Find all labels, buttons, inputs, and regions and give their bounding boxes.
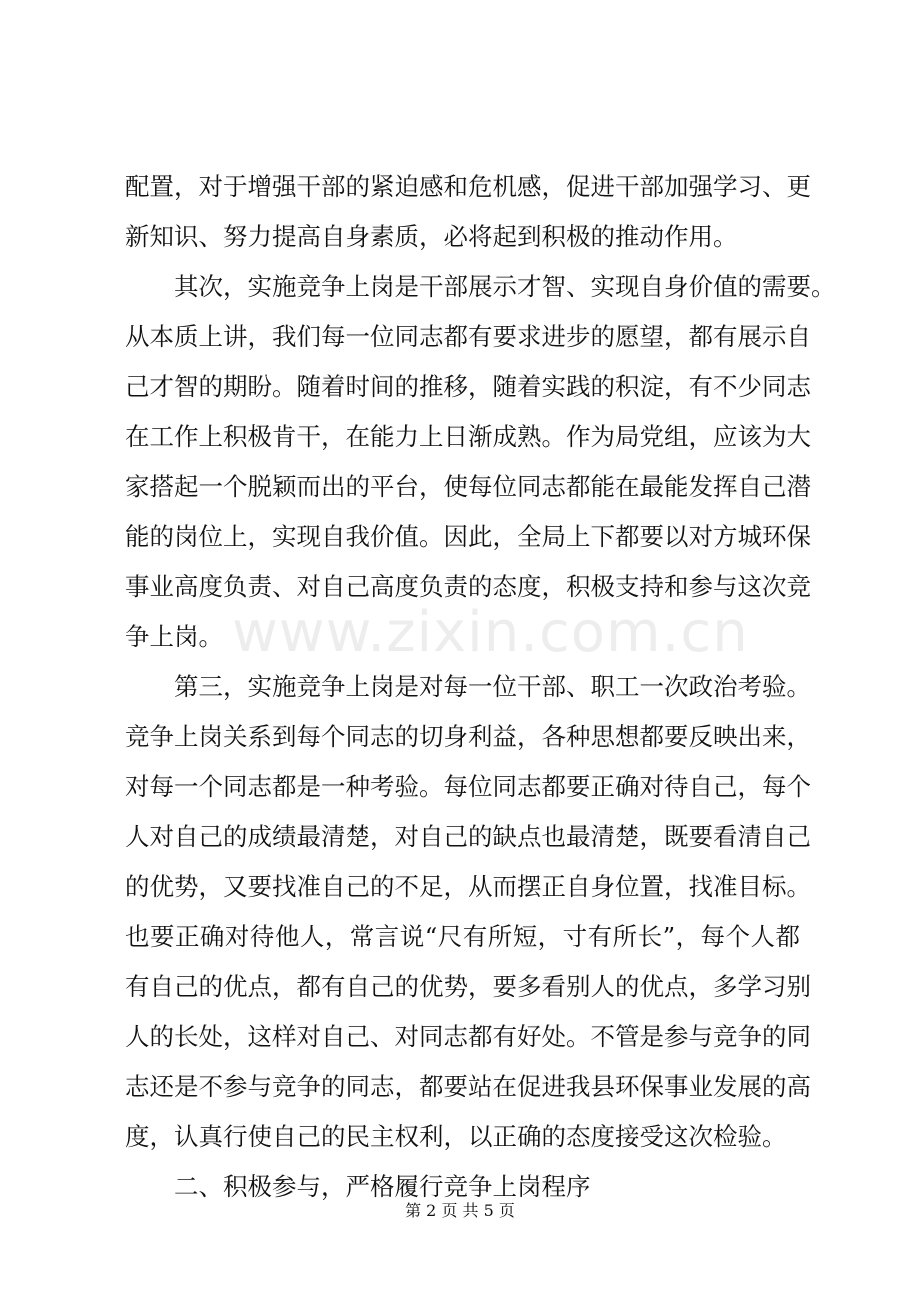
watermark: www.zixin.com.cn	[232, 600, 749, 665]
page-footer: 第 2 页 共 5 页	[405, 1201, 515, 1220]
text-line: 的优势，又要找准自己的不足，从而摆正自身位置，找准目标。	[125, 872, 811, 901]
text-line: 在工作上积极肯干，在能力上日渐成熟。作为局党组，应该为大	[125, 422, 811, 451]
text-line: 人的长处，这样对自己、对同志都有好处。不管是参与竞争的同	[125, 1022, 811, 1051]
text-line: 度，认真行使自己的民主权利，以正确的态度接受这次检验。	[125, 1122, 787, 1151]
text-line: 事业高度负责、对自己高度负责的态度，积极支持和参与这次竞	[125, 572, 811, 601]
text-line: 竞争上岗关系到每个同志的切身利益，各种思想都要反映出来，	[125, 722, 811, 751]
text-line: 家搭起一个脱颖而出的平台，使每位同志都能在最能发挥自己潜	[125, 472, 811, 501]
text-line: 对每一个同志都是一种考验。每位同志都要正确对待自己，每个	[125, 772, 811, 801]
text-line: 能的岗位上，实现自我价值。因此，全局上下都要以对方城环保	[125, 522, 811, 551]
text-line: 争上岗。	[125, 622, 223, 651]
text-line: 志还是不参与竞争的同志，都要站在促进我县环保事业发展的高	[125, 1072, 811, 1101]
text-line: 从本质上讲，我们每一位同志都有要求进步的愿望，都有展示自	[125, 322, 811, 351]
text-line: 有自己的优点，都有自己的优势，要多看别人的优点，多学习别	[125, 972, 811, 1001]
text-line: 新知识、努力提高自身素质，必将起到积极的推动作用。	[125, 222, 738, 251]
text-line: 第三，实施竞争上岗是对每一位干部、职工一次政治考验。	[174, 672, 811, 701]
text-line: 其次，实施竞争上岗是干部展示才智、实现自身价值的需要。	[174, 272, 836, 301]
section-heading: 二、积极参与，严格履行竞争上岗程序	[174, 1172, 591, 1201]
text-line: 也要正确对待他人，常言说“尺有所短，寸有所长”，每个人都	[125, 922, 800, 951]
text-line: 己才智的期盼。随着时间的推移，随着实践的积淀，有不少同志	[125, 372, 811, 401]
text-line: 配置，对于增强干部的紧迫感和危机感，促进干部加强学习、更	[125, 172, 811, 201]
text-line: 人对自己的成绩最清楚，对自己的缺点也最清楚，既要看清自己	[125, 822, 811, 851]
